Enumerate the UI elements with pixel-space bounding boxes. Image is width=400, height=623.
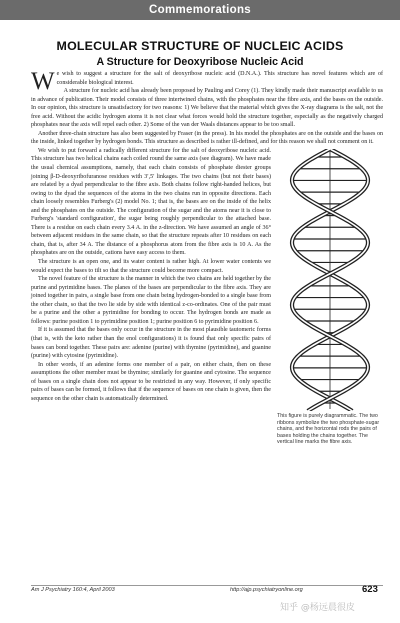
page-number: 623	[362, 584, 378, 595]
drop-cap: W	[31, 68, 55, 95]
body-paragraph: The novel feature of the structure is the manner in which the two chains are held together by the purine and pyrimidine bases. The planes of the bases are perpendicular to the fibre axis. They are joined together in pairs, a single base from one chain being hydrogen-bonded to a single base from the other chain, so that the two lie side by side with identical z-co-ordinates. One of the pair must be a purine and the other a pyrimidine for bonding to occur. The hydrogen bonds are made as follows: purine position 1 to pyrimidine position 1; purine position 6 to pyrimidine position 6.	[31, 276, 271, 325]
section-banner: Commemorations	[0, 0, 400, 20]
watermark-text: 知乎 @杨远晨很皮	[280, 603, 355, 613]
journal-citation: Am J Psychiatry 160:4, April 2003	[31, 587, 115, 593]
double-helix-figure	[277, 149, 383, 473]
body-paragraph: A structure for nucleic acid has already been proposed by Pauling and Corey (1). They kindly made their manuscript available to us in advance of publication. Their model consists of three intertwined chains, with the phosphates near the fibre axis, and the bases on the outside. In our opinion, this structure is unsatisfactory for two reasons: 1) We believe that the material which gives the X-ray diagrams is the salt, not the free acid. Without the acidic hydrogen atoms it is not clear what forces would hold the structure together, especially as the negatively charged phosphates near the axis will repel each other. 2) Some of the van der Waals distances appear to be too small.	[31, 88, 383, 129]
body-paragraph: We wish to put forward a radically different structure for the salt of deoxyribose nucleic acid. This structure has two helical chains each coiled round the same axis (see diagram). We have made the usual chemical assumptions, namely, that each chain consists of phosphate diester groups joining β-D-deoxyribofuranose residues with 3′,5′ linkages. The two chains (but not their bases) are related by a dyad perpendicular to the fibre axis. Both chains follow right-handed helices, but owing to the dyad the sequences of the atoms in the two chains run in opposite directions. Each chain loosely resembles Furberg's (2) model No. 1; that is, the bases are on the inside of the helix and the phosphates on the outside. The configuration of the sugar and the atoms near it is close to Furberg's 'standard configuration', the sugar being roughly perpendicular to the attached base. There is a residue on each chain every 3.4 A. in the z-direction. We have assumed an angle of 36° between adjacent residues in the same chain, so that the structure repeats after 10 residues on each chain, that is, after 34 A. The distance of a phosphorus atom from the fibre axis is 10 A. As the phosphates are on the outside, cations have easy access to them.	[31, 147, 271, 257]
article-body	[31, 70, 383, 475]
article-title: MOLECULAR STRUCTURE OF NUCLEIC ACIDS	[56, 39, 344, 53]
figure-caption: This figure is purely diagrammatic. The two ribbons symbolize the two phosphate-sugar chains, and the horizontal rods the pairs of bases holding the chains together. The vertical line marks the fibre axis.	[277, 412, 380, 446]
article-subtitle: A Structure for Deoxyribose Nucleic Acid	[96, 56, 304, 68]
body-paragraph: Another three-chain structure has also been suggested by Fraser (in the press). In his model the phosphates are on the outside and the bases on the inside, linked together by hydrogen bonds. This structure as described is rather ill-defined, and for this reason we shall not comment on it.	[31, 130, 383, 146]
body-paragraph: In other words, if an adenine forms one member of a pair, on either chain, then on these assumptions the other member must be thymine; similarly for guanine and cytosine. The sequence of bases on a single chain does not appear to be restricted in any way. However, if only specific pairs of bases can be formed, it follows that if the sequence of bases on one chain is given, then the sequence on the other chain is automatically determined.	[31, 361, 271, 402]
intro-text: e wish to suggest a structure for the salt of deoxyribose nucleic acid (D.N.A.). This structure has novel features which are of considerable biological interest.	[56, 71, 383, 86]
intro-paragraph	[31, 68, 383, 95]
journal-url[interactable]: http://ajp.psychiatryonline.org	[230, 587, 303, 593]
double-helix-diagram	[277, 149, 383, 411]
footer-divider	[31, 585, 383, 586]
body-paragraph: If it is assumed that the bases only occur in the structure in the most plausible tautomeric forms (that is, with the keto rather than the enol configurations) it is found that only specific pairs of bases can bond together. These pairs are: adenine (purine) with thymine (pyrimidine), and guanine (purine) with cytosine (pyrimidine).	[31, 327, 271, 360]
body-paragraph: The structure is an open one, and its water content is rather high. At lower water contents we would expect the bases to tilt so that the structure could become more compact.	[31, 259, 271, 274]
